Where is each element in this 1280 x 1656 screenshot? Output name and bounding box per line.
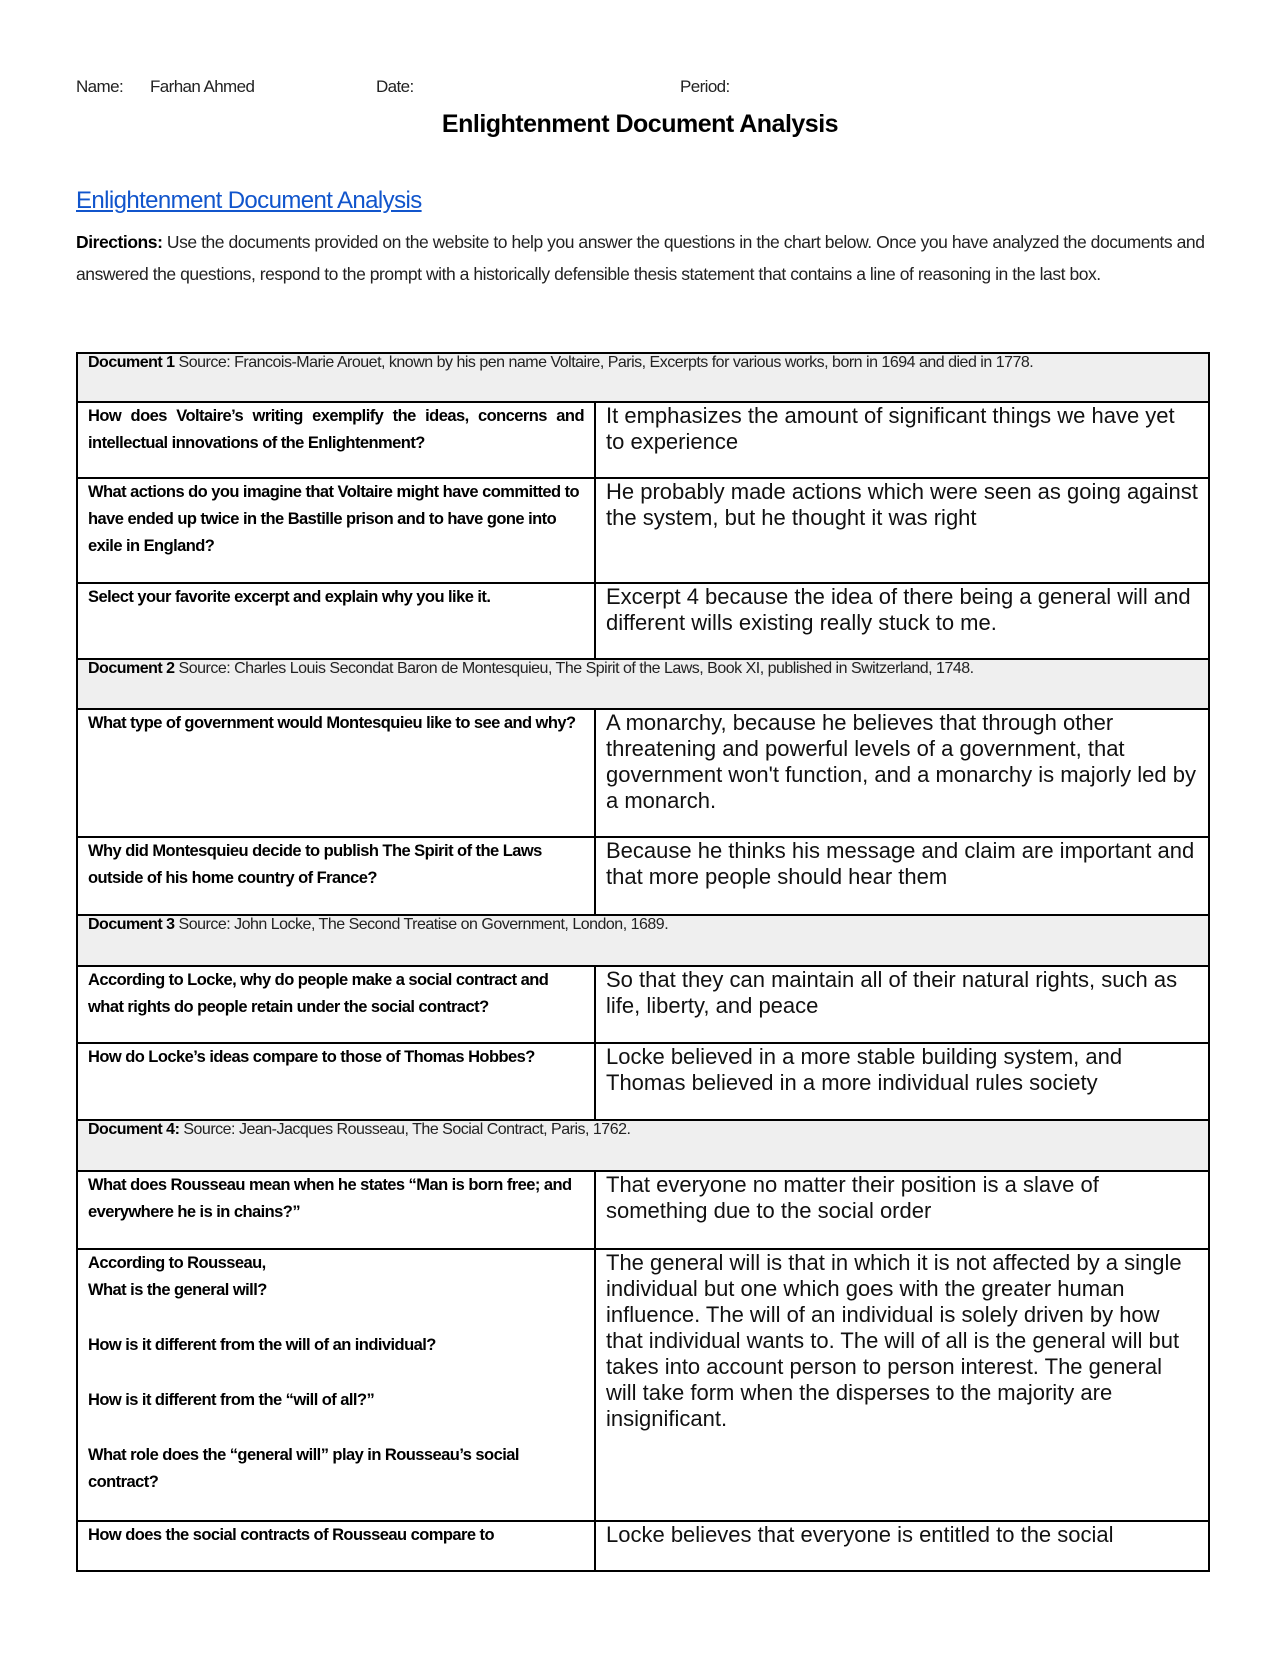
document-3-source: Source: John Locke, The Second Treatise on Government, London, 1689. — [178, 916, 669, 933]
document-2-source: Source: Charles Louis Secondat Baron de Montesquieu, The Spirit of the Laws, Book XI, published in Switzerland, 1748. — [178, 660, 974, 677]
document-2-source-cell — [77, 659, 1209, 709]
document-link[interactable]: Enlightenment Document Analysis — [76, 187, 422, 214]
document-1-label: Document 1 — [88, 354, 175, 371]
directions-paragraph — [76, 226, 1206, 290]
answer-cell[interactable]: That everyone no matter their position is a slave of something due to the social order — [595, 1171, 1209, 1249]
period-label[interactable]: Period: — [680, 77, 730, 96]
document-1-source: Source: Francois-Marie Arouet, known by his pen name Voltaire, Paris, Excerpts for various works, born in 1694 and died in 1778. — [178, 354, 1034, 371]
document-2-header-row — [77, 659, 1209, 709]
question-cell: How does Voltaire’s writing exemplify the ideas, concerns and intellectual innovations of the Enlightenment? — [77, 402, 595, 478]
question-part: According to Rousseau, What is the general will? — [88, 1254, 267, 1299]
answer-cell[interactable]: The general will is that in which it is not affected by a single individual but one which goes with the greater human influence. The will of an individual is solely driven by how that individual wants to. The will of all is the general will but takes into account person to person interest. The general will take form when the disperses to the majority are insignificant. — [595, 1249, 1209, 1521]
table-row — [77, 1043, 1209, 1120]
question-part: How is it different from the will of an individual? — [88, 1336, 436, 1354]
question-cell: What does Rousseau mean when he states “Man is born free; and everywhere he is in chains?” — [77, 1171, 595, 1249]
document-4-source-cell — [77, 1120, 1209, 1171]
table-row — [77, 837, 1209, 915]
question-cell: Select your favorite excerpt and explain why you like it. — [77, 583, 595, 659]
table-row — [77, 709, 1209, 837]
answer-cell[interactable]: Because he thinks his message and claim are important and that more people should hear them — [595, 837, 1209, 915]
answer-cell[interactable]: A monarchy, because he believes that through other threatening and powerful levels of a government, that government won't function, and a monarchy is majorly led by a monarch. — [595, 709, 1209, 837]
document-4-source: Source: Jean-Jacques Rousseau, The Social Contract, Paris, 1762. — [183, 1121, 631, 1138]
answer-cell[interactable]: It emphasizes the amount of significant things we have yet to experience — [595, 402, 1209, 478]
directions-label: Directions: — [76, 232, 163, 252]
document-4-header-row — [77, 1120, 1209, 1171]
analysis-table — [76, 352, 1210, 1572]
table-row — [77, 966, 1209, 1043]
question-cell — [77, 1249, 595, 1521]
document-2-label: Document 2 — [88, 660, 175, 677]
document-1-header-row — [77, 353, 1209, 402]
table-row — [77, 402, 1209, 478]
document-3-source-cell — [77, 915, 1209, 966]
question-part: What role does the “general will” play in Rousseau’s social contract? — [88, 1446, 519, 1491]
table-row — [77, 478, 1209, 583]
name-value[interactable]: Farhan Ahmed — [150, 77, 255, 96]
answer-cell[interactable]: So that they can maintain all of their natural rights, such as life, liberty, and peace — [595, 966, 1209, 1043]
question-cell: According to Locke, why do people make a social contract and what rights do people retain under the social contract? — [77, 966, 595, 1043]
question-cell: What type of government would Montesquieu like to see and why? — [77, 709, 595, 837]
table-row — [77, 1249, 1209, 1521]
answer-cell[interactable]: He probably made actions which were seen as going against the system, but he thought it was right — [595, 478, 1209, 583]
answer-cell[interactable]: Excerpt 4 because the idea of there being a general will and different wills existing really stuck to me. — [595, 583, 1209, 659]
answer-cell[interactable]: Locke believed in a more stable building system, and Thomas believed in a more individual rules society — [595, 1043, 1209, 1120]
date-label[interactable]: Date: — [376, 77, 414, 96]
directions-text: Use the documents provided on the website to help you answer the questions in the chart below. Once you have analyzed the documents and answered the questions, respond to the prompt with a historically defensible thesis statement that contains a line of reasoning in the last box. — [76, 232, 1205, 284]
question-cell: What actions do you imagine that Voltaire might have committed to have ended up twice in the Bastille prison and to have gone into exile in England? — [77, 478, 595, 583]
table-row — [77, 1521, 1209, 1571]
question-part: How is it different from the “will of all?” — [88, 1391, 375, 1409]
document-4-label: Document 4: — [88, 1121, 180, 1138]
header-line — [76, 77, 1206, 101]
document-1-source-cell — [77, 353, 1209, 402]
question-cell: How do Locke’s ideas compare to those of Thomas Hobbes? — [77, 1043, 595, 1120]
table-row — [77, 1171, 1209, 1249]
page-title: Enlightenment Document Analysis — [441, 110, 839, 138]
document-3-header-row — [77, 915, 1209, 966]
question-cell: Why did Montesquieu decide to publish The Spirit of the Laws outside of his home country of France? — [77, 837, 595, 915]
table-row — [77, 583, 1209, 659]
question-cell: How does the social contracts of Rousseau compare to — [77, 1521, 595, 1571]
answer-cell[interactable]: Locke believes that everyone is entitled to the social — [595, 1521, 1209, 1571]
document-3-label: Document 3 — [88, 916, 175, 933]
name-label: Name: — [76, 77, 124, 96]
